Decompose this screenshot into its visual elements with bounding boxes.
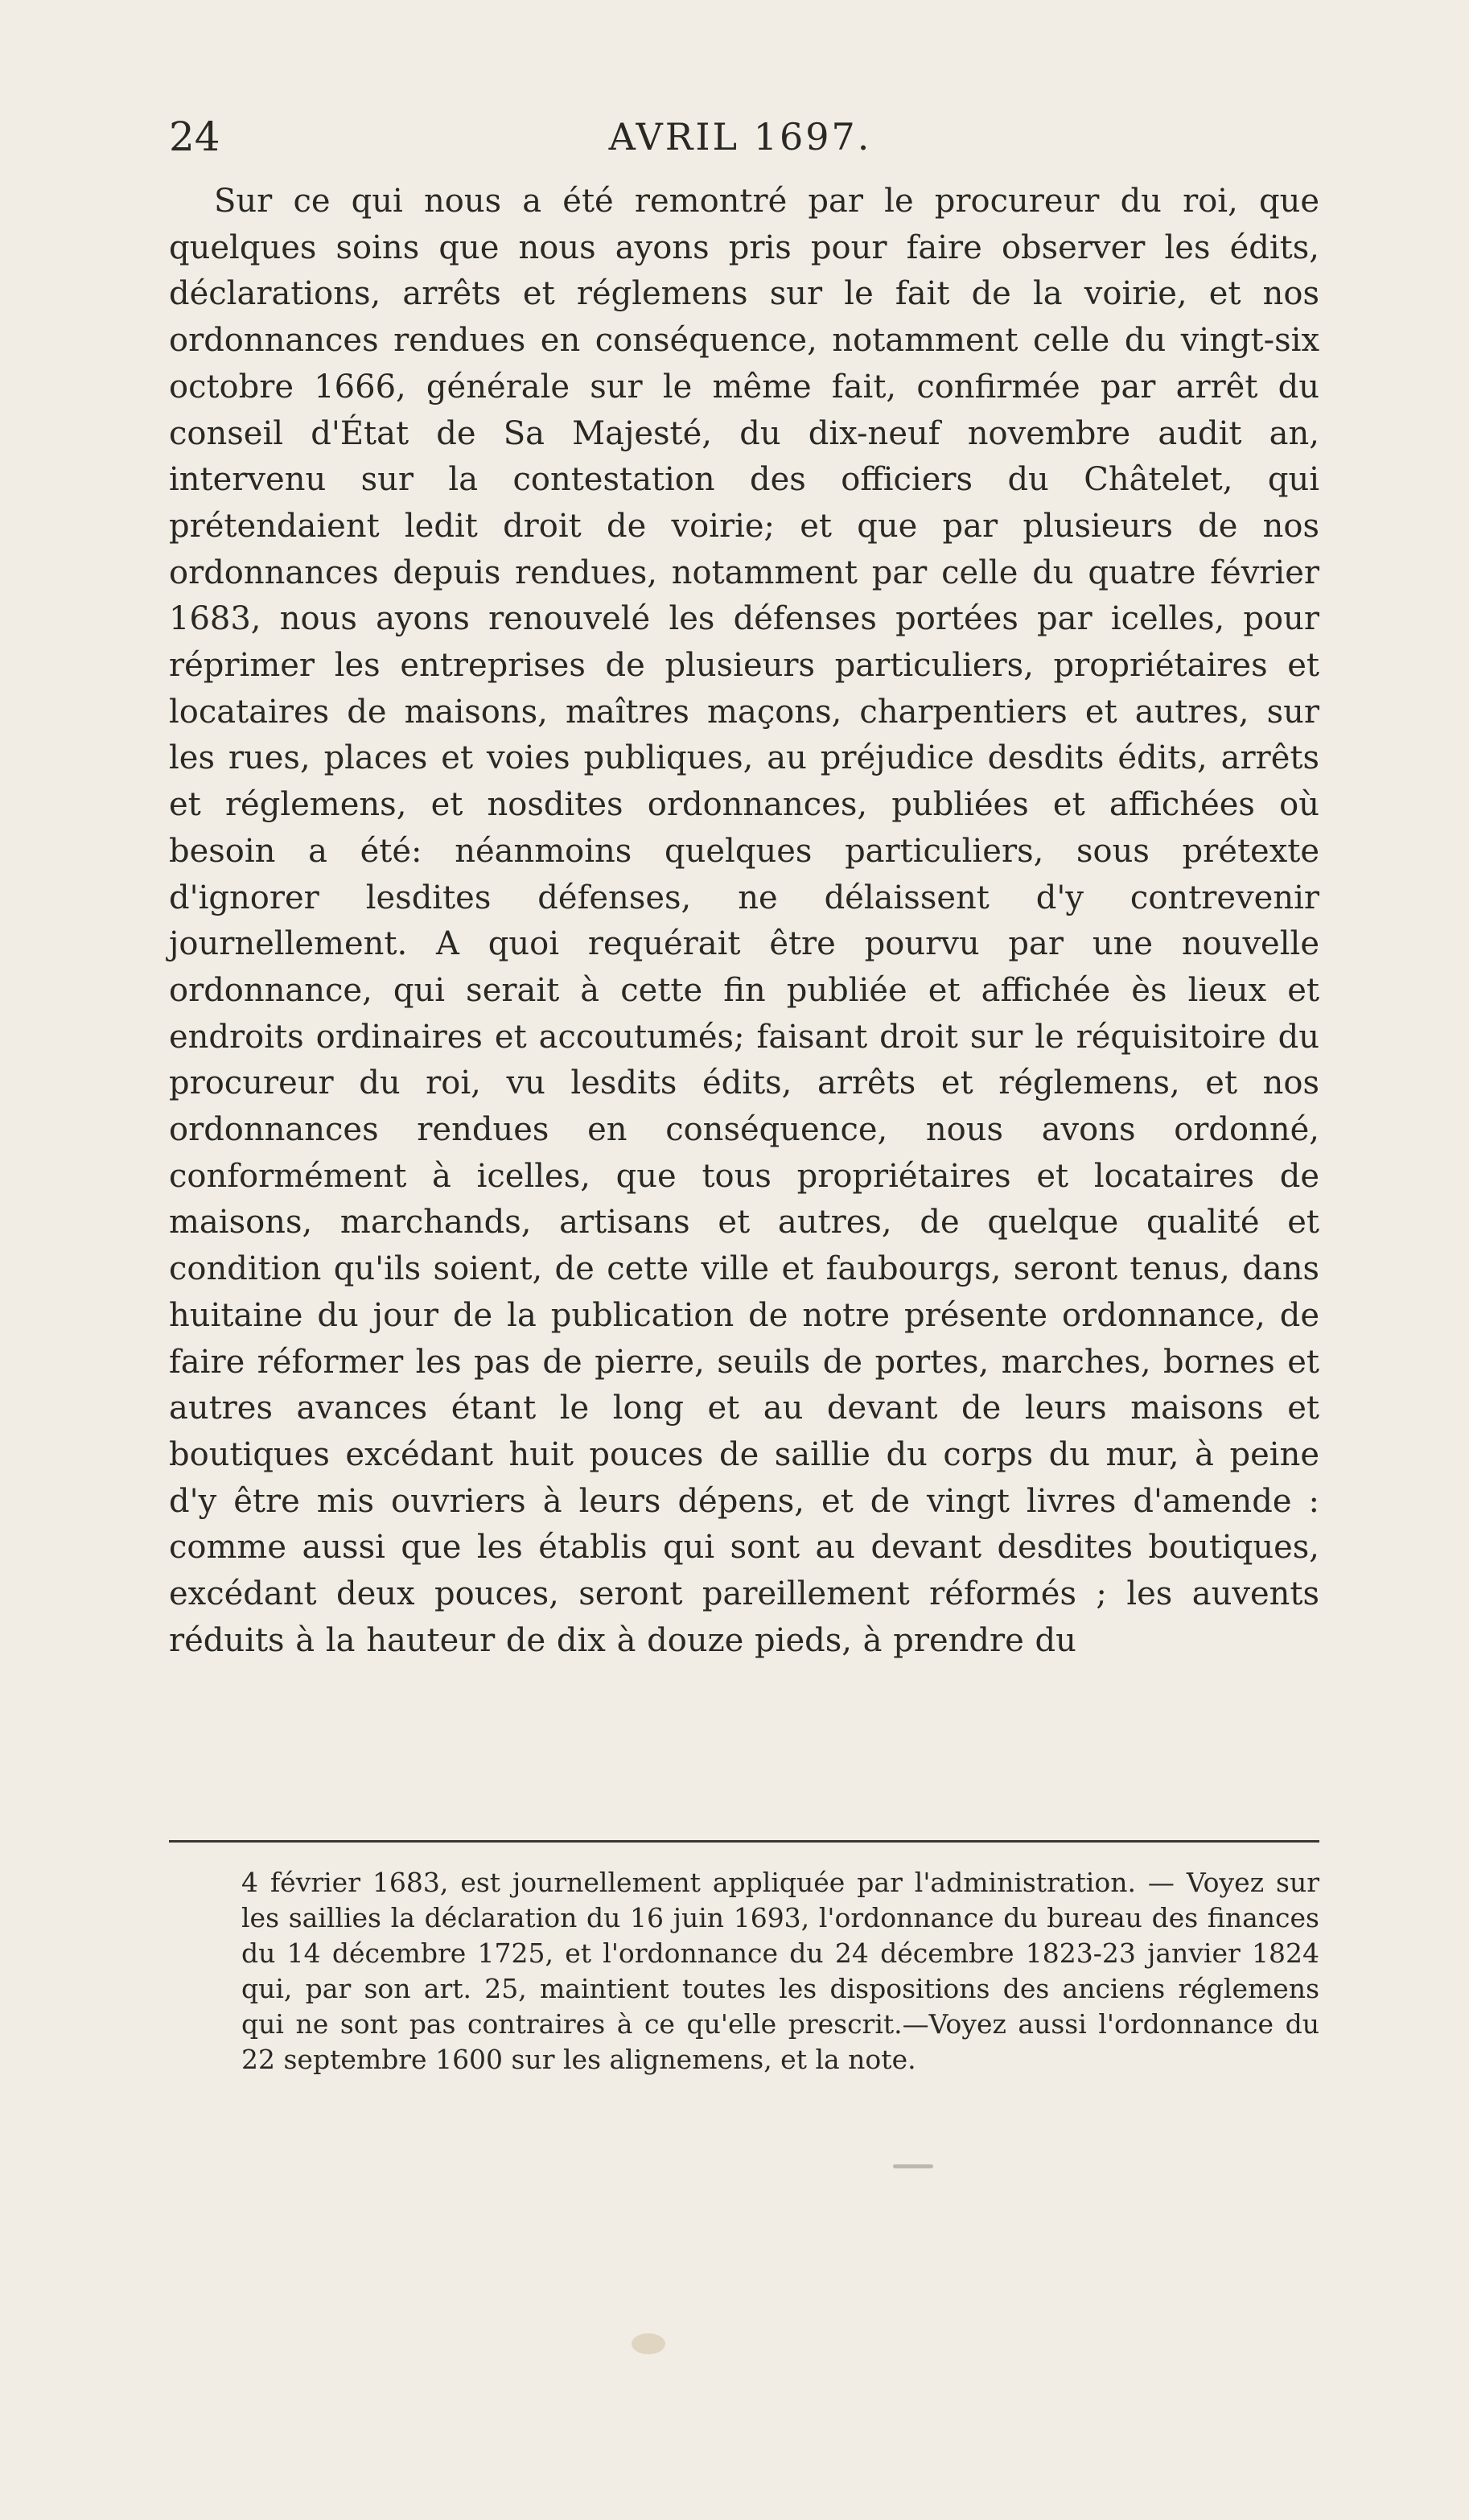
running-title: AVRIL 1697. xyxy=(608,115,872,159)
footnote-text: 4 février 1683, est journellement appliquée par l'administration. — Voyez sur les saillies la déclaration du 16 juin 1693, l'ordonnance du bureau des finances du 14 décembre 1725, et l'ordonnance du 24 décembre 1823-23 janvier 1824 qui, par son art. 25, maintient toutes les dispositions des anciens réglemens qui ne sont pas contraires à ce qu'elle prescrit.—Voyez aussi l'ordonnance du 22 septembre 1600 sur les alignemens, et la note. xyxy=(241,1867,1319,2075)
running-head xyxy=(169,113,1311,161)
page-number: 24 xyxy=(169,113,220,160)
main-paragraph: Sur ce qui nous a été remontré par le procureur du roi, que quelques soins que nous ayons pris pour faire observer les édits, déclarations, arrêts et réglemens sur le fait de la voirie, et nos ordonnances rendues en conséquence, notamment celle du vingt-six octobre 1666, générale sur le même fait, confirmée par arrêt du conseil d'État de Sa Majesté, du dix-neuf novembre audit an, intervenu sur la contestation des officiers du Châtelet, qui prétendaient ledit droit de voirie; et que par plusieurs de nos ordonnances depuis rendues, notamment par celle du quatre février 1683, nous ayons renouvelé les défenses portées par icelles, pour réprimer les entreprises de plusieurs particuliers, propriétaires et locataires de maisons, maîtres maçons, charpentiers et autres, sur les rues, places et voies publiques, au préjudice desdits édits, arrêts et réglemens, et nosdites ordonnances, publiées et affichées où besoin a été: néanmoins quelques particuliers, sous prétexte d'ignorer lesdites défenses, ne délaissent d'y contrevenir journellement. A quoi requérait être pourvu par une nouvelle ordonnance, qui serait à cette fin publiée et affichée ès lieux et endroits ordinaires et accoutumés; faisant droit sur le réquisitoire du procureur du roi, vu lesdits édits, arrêts et réglemens, et nos ordonnances rendues en conséquence, nous avons ordonné, conformément à icelles, que tous propriétaires et locataires de maisons, marchands, artisans et autres, de quelque qualité et condition qu'ils soient, de cette ville et faubourgs, seront tenus, dans huitaine du jour de la publication de notre présente ordonnance, de faire réformer les pas de pierre, seuils de portes, marches, bornes et autres avances étant le long et au devant de leurs maisons et boutiques excédant huit pouces de saillie du corps du mur, à peine d'y être mis ouvriers à leurs dépens, et de vingt livres d'amende : comme aussi que les établis qui sont au devant desdites boutiques, excédant deux pouces, seront pareillement réformés ; les auvents réduits à la hauteur de dix à douze pieds, à prendre du xyxy=(169,183,1319,1659)
footnote-divider xyxy=(169,1840,1319,1843)
paper-stain xyxy=(632,2333,665,2354)
ink-speck xyxy=(893,2164,933,2168)
